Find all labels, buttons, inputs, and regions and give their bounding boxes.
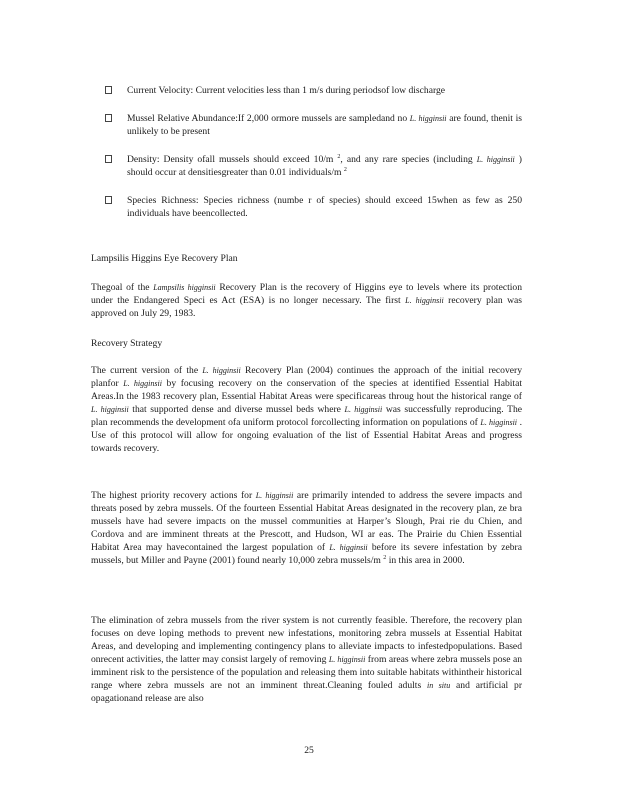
paragraph-zebra-mussel-elimination: [91, 614, 522, 705]
text-run: . Use of this protocol will allow for ongoing evaluation of the list of Essential Habitat Areas and progress towards recovery.: [91, 417, 522, 454]
bullet-species-richness: [105, 194, 522, 220]
italic-species-name: L. higginsii: [405, 296, 444, 305]
italic-species-name: L. higginsii: [255, 491, 294, 500]
bullet-mussel-abundance: [105, 112, 522, 138]
paragraph-strategy: [91, 364, 522, 455]
bullet-text: [127, 195, 522, 219]
bullet-box-icon: [105, 196, 112, 204]
bullet-text: [127, 113, 522, 137]
bullet-box-icon: [105, 114, 112, 122]
criteria-bullet-list: [105, 84, 522, 235]
text-run: from areas where zebra mussels pose an imminent risk to the persistence of the population and releasing them into suitable habitats withintheir historical range where zebra mussels are not an imminent threat.Cleaning fouled adults: [91, 654, 523, 691]
italic-species-name: in situ: [427, 681, 451, 690]
section-heading-recovery-plan: Lampsilis Higgins Eye Recovery Plan: [91, 253, 238, 264]
text-run: before its severe infestation by zebra mussels, but Miller and Payne (2001) found nearly 10,000 zebra mussels/m: [91, 542, 523, 566]
text-run: , and any rare species (including: [340, 154, 477, 165]
text-run: The highest priority recovery actions for: [91, 490, 256, 501]
text-run: by focusing recovery on the conservation of the species at identified Essential Habitat Areas.In the 1983 recovery plan, Essential Habitat Areas were specificareas throug hout the historical range of: [91, 378, 522, 402]
bullet-box-icon: [105, 155, 112, 163]
italic-species-name: L. higginsii: [329, 543, 368, 552]
italic-species-name: L. higginsii: [202, 366, 241, 375]
italic-species-name: L. higginsii: [344, 405, 383, 414]
text-run: and artificial pr opagationand release are also: [91, 680, 523, 704]
text-run: Recovery Plan is the recovery of Higgins eye to levels where its protection under the Endangered Speci es Act (ESA) is no longer necessary. The first: [91, 282, 523, 306]
bullet-text: [127, 154, 522, 178]
text-run: ) should occur at densitiesgreater than 0.01 individuals/m: [127, 154, 522, 178]
superscript: 2: [343, 166, 347, 173]
text-run: Current Velocity: Current velocities less than 1 m/s during periodsof low discharge: [127, 85, 446, 96]
italic-species-name: L. higginsii: [480, 418, 518, 427]
text-run: Thegoal of the: [91, 282, 154, 293]
text-run: Species Richness: Species richness (numbe r of species) should exceed 15when as few as 250 individuals have beencollected.: [127, 195, 522, 219]
text-run: Density: Density ofall mussels should exceed 10/m: [127, 154, 338, 165]
text-run: Recovery Plan (2004) continues the approach of the initial recovery planfor: [91, 365, 523, 389]
italic-species-name: Lampsilis higginsii: [153, 283, 216, 292]
text-run: The elimination of zebra mussels from the river system is not currently feasible. Therefore, the recovery plan focuses on deve loping methods to prevent new infestations, monitoring zebra mussels at Essential Habitat Areas, and developing and implementing contingency plans to alleviate impacts to infestedpopulations. Based onrecent activities, the latter may consist largely of removing: [91, 615, 522, 665]
italic-species-name: L. higginsii: [328, 655, 366, 664]
paragraph-goal: [91, 281, 522, 320]
superscript: 2: [383, 554, 387, 561]
text-run: are primarily intended to address the severe impacts and threats posed by zebra mussels. Of the fourteen Essential Habitat Areas designated in the recovery plan, ze bra mussels have had severe impacts on the mussel communities at Harper’s Slough, Prai rie du Chien, and Cordova and are imminent threats at the Prescott, and Hudson, WI ar eas. The Prairie du Chien Essential Habitat Area may havecontained the largest population of: [91, 490, 522, 553]
section-heading-recovery-strategy: Recovery Strategy: [91, 338, 163, 349]
bullet-box-icon: [105, 86, 112, 94]
text-run: was successfully reproducing. The plan recommends the development ofa uniform protocol forcollecting information on populations of: [91, 404, 523, 428]
paragraph-priority-actions: [91, 489, 522, 567]
bullet-current-velocity: [105, 84, 522, 97]
text-run: Mussel Relative Abundance:If 2,000 ormore mussels are sampledand no: [127, 113, 410, 124]
italic-species-name: L. higginsii: [123, 379, 162, 388]
italic-species-name: L. higginsii: [91, 405, 129, 414]
superscript: 2: [337, 153, 341, 160]
text-run: recovery plan was approved on July 29, 1983.: [91, 295, 523, 319]
italic-species-name: L. higginsii: [409, 114, 447, 123]
bullet-density: [105, 153, 522, 179]
text-run: are found, thenit is unlikely to be present: [127, 113, 522, 137]
italic-species-name: L. higginsii: [476, 155, 515, 164]
bullet-text: [127, 85, 445, 96]
text-run: in this area in 2000.: [386, 555, 465, 566]
page-number: 25: [304, 745, 314, 756]
text-run: that supported dense and diverse mussel beds where: [128, 404, 345, 415]
text-run: The current version of the: [91, 365, 203, 376]
